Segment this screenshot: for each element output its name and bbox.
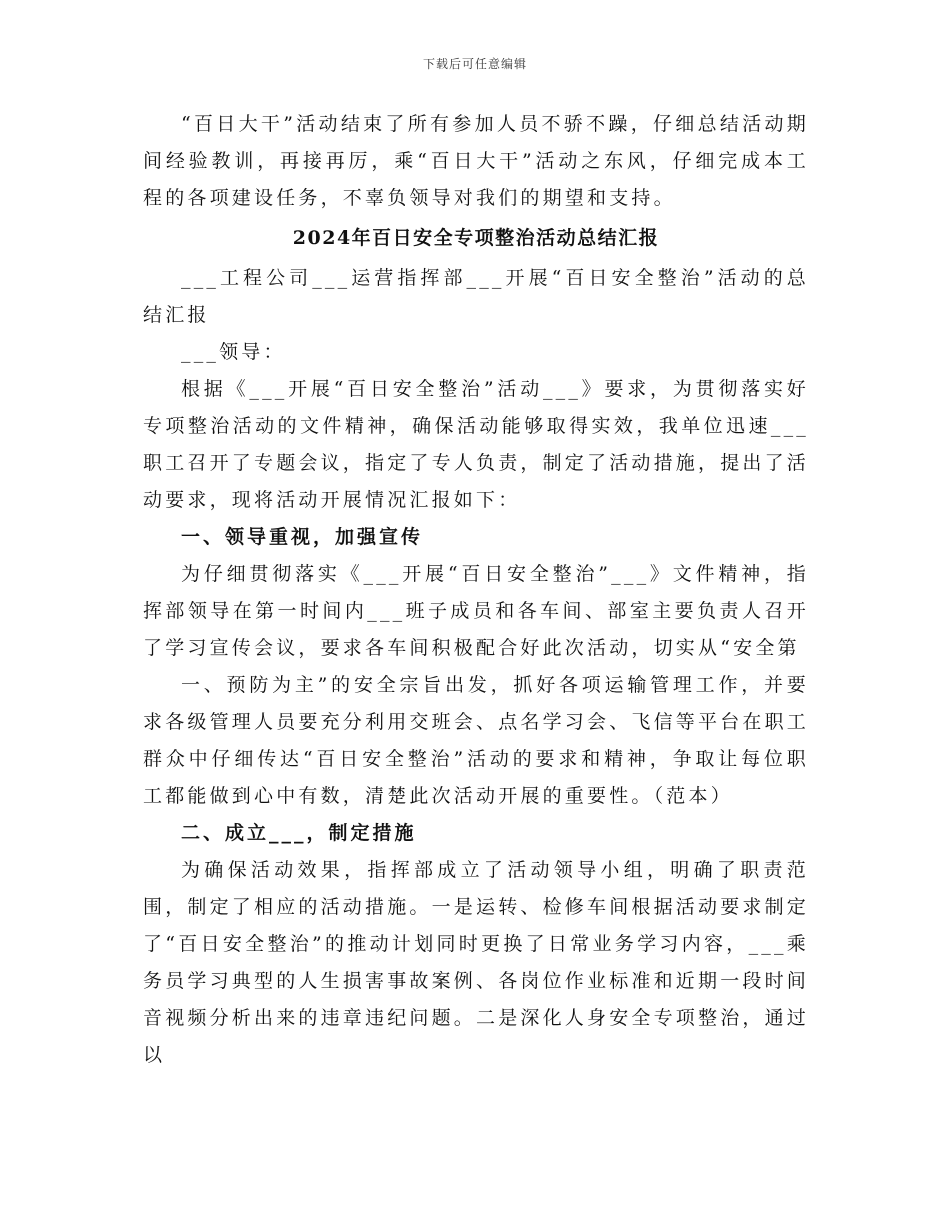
document-title: 2024年百日安全专项整治活动总结汇报 (292, 227, 660, 249)
report-subtitle: ___工程公司___运营指挥部___开展“百日安全整治”活动的总结汇报 (143, 267, 809, 326)
intro-paragraph: 根据《___开展“百日安全整治”活动___》要求，为贯彻落实好专项整治活动的文件精神，确保活动能够取得实效，我单位迅速___职工召开了专题会议，指定了专人负责，制定了活动措施，提出了活动要求，现将活动开展情况汇报如下： (143, 378, 810, 511)
closing-paragraph: “百日大干”活动结束了所有参加人员不骄不躁，仔细总结活动期间经验教训，再接再厉，乘“百日大干”活动之东风，仔细完成本工程的各项建设任务，不辜负领导对我们的期望和支持。 (143, 113, 809, 209)
section-2-paragraph-1: 为确保活动效果，指挥部成立了活动领导小组，明确了职责范围，制定了相应的活动措施。一是运转、检修车间根据活动要求制定了“百日安全整治”的推动计划同时更换了日常业务学习内容，___乘务员学习典型的人生损害事故案例、各岗位作业标准和近期一段时间音视频分析出来的违章违纪问题。二是深化人身安全专项整治，通过以 (143, 859, 810, 1066)
salutation: ___领导： (181, 341, 286, 363)
document-body (143, 106, 809, 1074)
header-note: 下载后可任意编辑 (422, 57, 527, 71)
section-1-paragraph-2: 一、预防为主”的安全宗旨出发，抓好各项运输管理工作，并要求各级管理人员要充分利用交班会、点名学习会、飞信等平台在职工群众中仔细传达“百日安全整治”活动的要求和精神，争取让每位职工都能做到心中有数，清楚此次活动开展的重要性。（范本） (143, 674, 810, 807)
section-1-paragraph-1: 为仔细贯彻落实《___开展“百日安全整治”___》文件精神，指挥部领导在第一时间内___班子成员和各车间、部室主要负责人召开了学习宣传会议，要求各车间积极配合好此次活动，切实从“安全第 (143, 563, 809, 659)
section-heading-2: 二、成立___，制定措施 (181, 822, 417, 844)
section-heading-1: 一、领导重视，加强宣传 (181, 526, 424, 548)
